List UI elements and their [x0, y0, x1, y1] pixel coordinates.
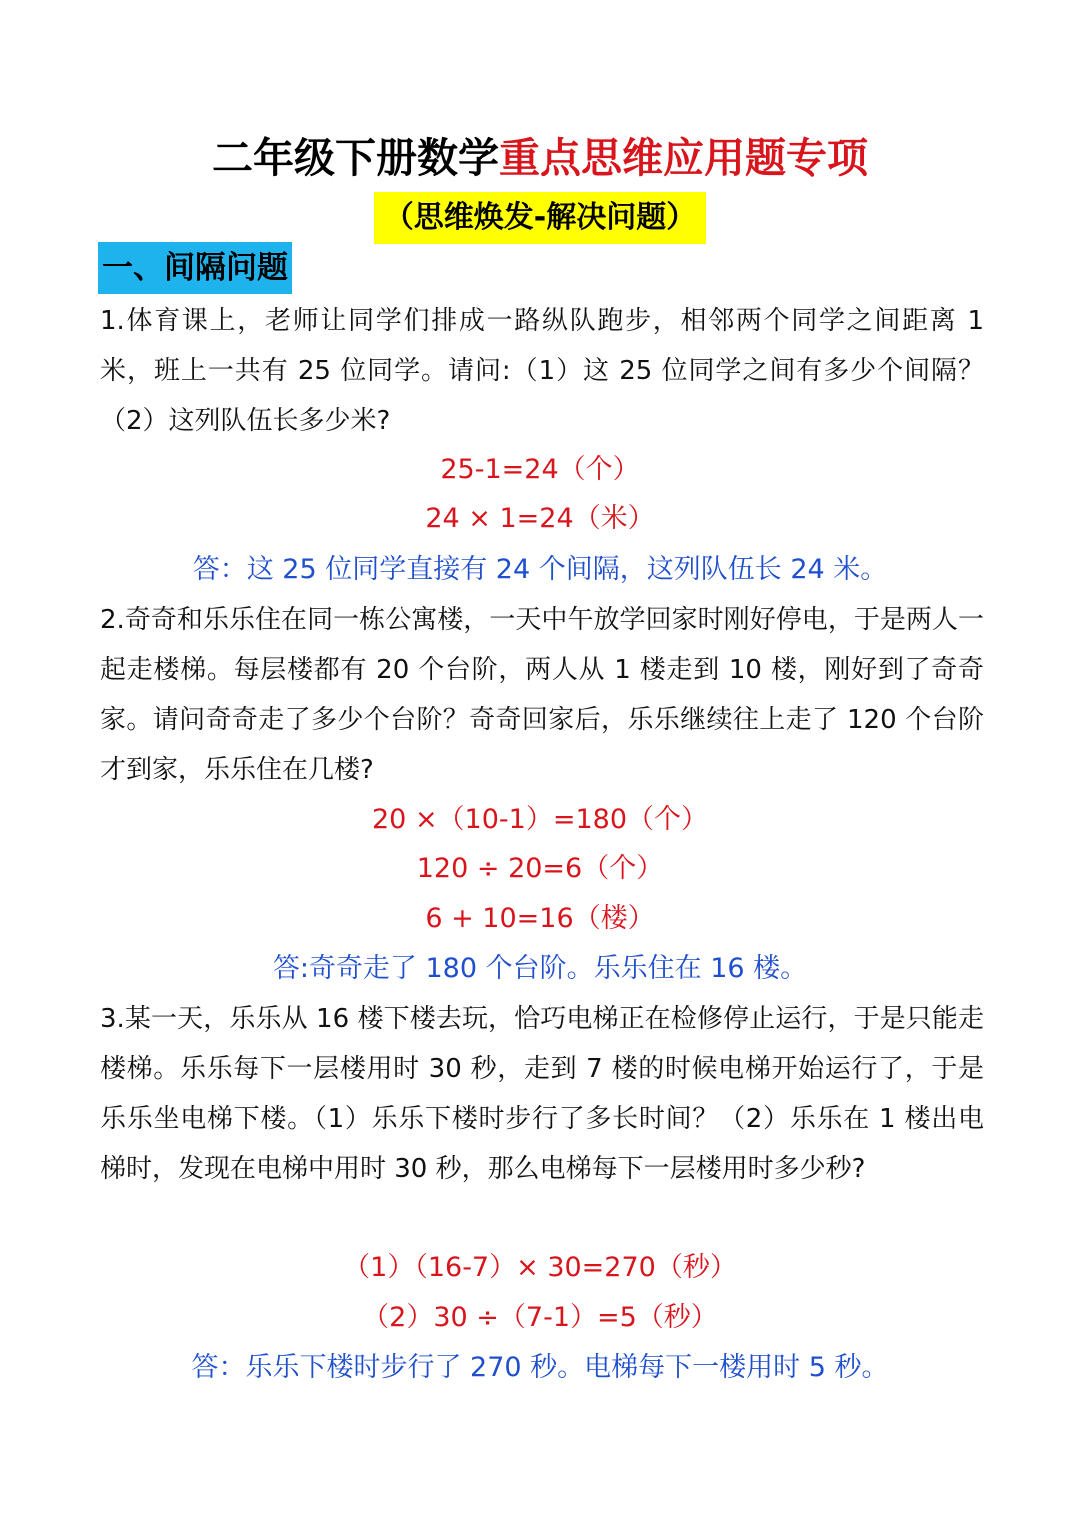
problem-2-text: 2.奇奇和乐乐住在同一栋公寓楼，一天中午放学回家时刚好停电，于是两人一起走楼梯。每层楼都有 20 个台阶，两人从 1 楼走到 10 楼，刚好到了奇奇家。请问奇奇走了多少个台阶？奇奇回家后，乐乐继续往上走了 120 个台阶才到家，乐乐住在几楼?	[100, 605, 984, 785]
problem-3-solution-1: （1）（16-7）× 30=270（秒）	[343, 1252, 737, 1283]
problem-2-answer: 答:奇奇走了 180 个台阶。乐乐住在 16 楼。	[272, 953, 808, 984]
problem-3-text: 3.某一天，乐乐从 16 楼下楼去玩，恰巧电梯正在检修停止运行，于是只能走楼梯。乐乐每下一层楼用时 30 秒，走到 7 楼的时候电梯开始运行了，于是乐乐坐电梯下楼。（1）乐乐下楼时步行了多长时间？（2）乐乐在 1 楼出电梯时，发现在电梯中用时 30 秒，那么电梯每下一层楼用时多少秒?	[100, 1004, 984, 1184]
problem-1-text: 1.体育课上，老师让同学们排成一路纵队跑步，相邻两个同学之间距离 1 米，班上一共有 25 位同学。请问:（1）这 25 位同学之间有多少个间隔？（2）这列队伍长多少米?	[100, 306, 984, 436]
problem-1-solution-2: 24 × 1=24（米）	[425, 503, 655, 534]
problem-1-answer: 答：这 25 位同学直接有 24 个间隔，这列队伍长 24 米。	[192, 554, 888, 585]
problem-2-solution-1: 20 ×（10-1）=180（个）	[372, 804, 708, 835]
section-heading: 一、间隔问题	[98, 242, 292, 294]
page-title	[0, 128, 1080, 188]
problem-1-solution-1: 25-1=24（个）	[440, 454, 640, 485]
problem-3-solution-2: （2）30 ÷（7-1）=5（秒）	[362, 1302, 718, 1333]
title-part-grade: 二年级下册数学	[212, 134, 499, 182]
page-subtitle: （思维焕发-解决问题）	[374, 192, 706, 244]
title-part-topic: 重点思维应用题专项	[499, 134, 868, 182]
problem-2-solution-2: 120 ÷ 20=6（个）	[416, 853, 664, 884]
problem-2-solution-3: 6 + 10=16（楼）	[425, 903, 655, 934]
problem-3-answer: 答：乐乐下楼时步行了 270 秒。电梯每下一楼用时 5 秒。	[191, 1352, 889, 1383]
